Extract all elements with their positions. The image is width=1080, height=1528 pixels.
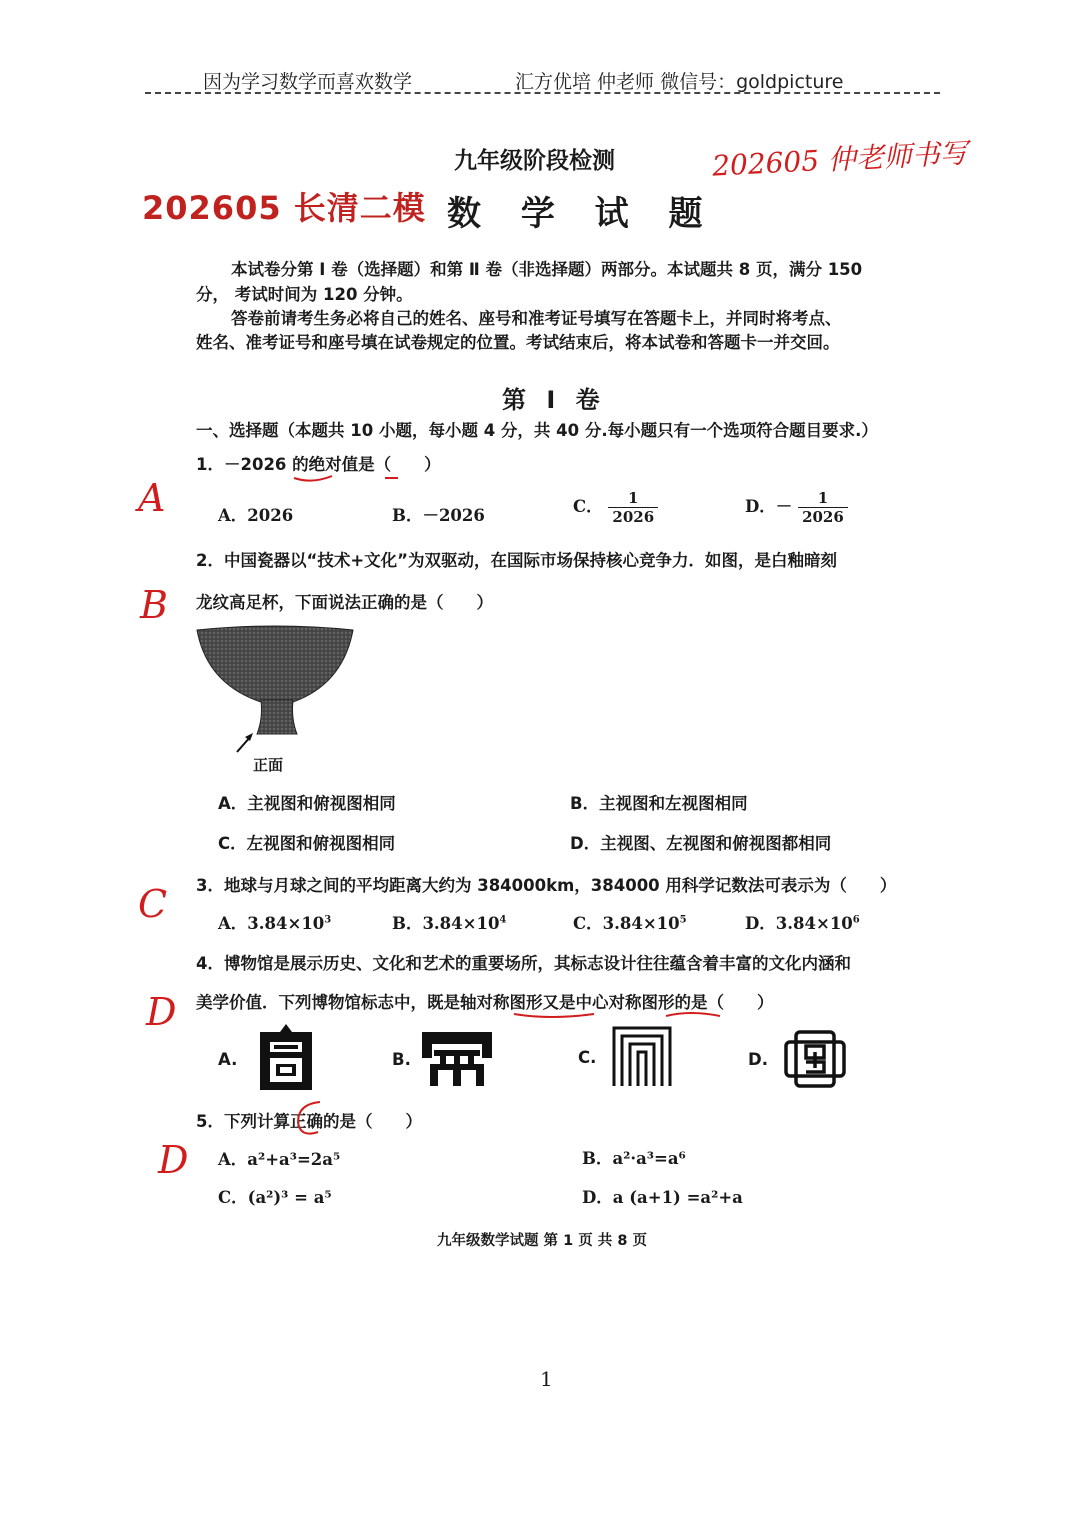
q5-option-a: A．a²+a³=2a⁵ (218, 1150, 341, 1169)
q3-c-base: C．3.84×10 (573, 914, 680, 933)
q4-stem-line-1: 4．博物馆是展示历史、文化和艺术的重要场所，其标志设计往往蕴含着丰富的文化内涵和 (196, 954, 851, 973)
q3-c-exp: 5 (679, 914, 687, 926)
q4-stem-line-2: 美学价值．下列博物馆标志中，既是轴对称图形又是中心对称图形的是（ ） (196, 993, 774, 1012)
q3-d-base: D．3.84×10 (745, 914, 853, 933)
intro-line-3: 答卷前请考生务必将自己的姓名、座号和准考证号填写在答题卡上，并同时将考点、 (231, 309, 842, 328)
q3-option-d (745, 910, 860, 934)
q1-d-numerator: 1 (817, 489, 829, 507)
q1-c-numerator: 1 (628, 489, 639, 507)
q3-option-a (218, 910, 331, 934)
q2-option-c: C．左视图和俯视图相同 (218, 834, 396, 853)
q2-stem-line-1: 2．中国瓷器以“技术+文化”为双驱动，在国际市场保持核心竞争力．如图，是白釉暗刻 (196, 551, 837, 570)
q5-stem: 5．下列计算正确的是（ ） (196, 1112, 422, 1131)
q1-option-d-fraction (798, 489, 848, 526)
q5-hand-answer: D (158, 1138, 189, 1182)
q2-option-b: B．主视图和左视图相同 (570, 794, 748, 813)
museum-logo-a (256, 1022, 316, 1092)
stem-cup-image (193, 624, 358, 754)
q1-option-c-label: C． (573, 497, 603, 516)
q1-hand-answer: A (138, 476, 166, 520)
museum-logo-b (420, 1028, 494, 1088)
q2-stem-line-2: 龙纹高足杯，下面说法正确的是（ ） (196, 593, 493, 612)
q5-option-c: C．(a²)³ = a⁵ (218, 1188, 332, 1207)
q2-option-d: D．主视图、左视图和俯视图都相同 (570, 834, 832, 853)
q4-option-b-label: B. (392, 1050, 411, 1069)
q5-circle-mark (292, 1098, 332, 1142)
q1-option-c-fraction (608, 489, 658, 526)
intro-line-2: 分， 考试时间为 120 分钟。 (196, 285, 413, 304)
exam-main-title: 数 学 试 题 (447, 194, 717, 234)
q4-hand-answer: D (146, 990, 177, 1034)
q3-option-b (392, 910, 506, 934)
q1-underline-marks (290, 470, 420, 486)
q1-option-a: A．2026 (218, 506, 294, 525)
q5-option-d: D．a (a+1) =a²+a (582, 1188, 743, 1207)
page-footer: 九年级数学试题 第 1 页 共 8 页 (437, 1233, 647, 1249)
intro-line-4: 姓名、准考证号和座号填在试卷规定的位置。考试结束后，将本试卷和答题卡一并交回。 (196, 333, 840, 352)
museum-logo-d (782, 1028, 848, 1090)
q1-option-d (745, 489, 848, 526)
header-right: 汇方优培 仲老师 微信号：goldpicture (515, 71, 844, 93)
q4-underline-marks (510, 1008, 730, 1024)
q3-b-exp: 4 (499, 914, 507, 926)
part-heading: 一、选择题（本题共 10 小题，每小题 4 分，共 40 分.每小题只有一个选项符合题目要求.） (196, 421, 878, 440)
page-number: 1 (540, 1367, 553, 1391)
q1-option-d-label: D．－ (745, 497, 793, 516)
handwritten-note: 202605 仲老师书写 (711, 136, 969, 183)
exam-label-red: 202605 长清二模 (142, 189, 426, 227)
q3-hand-answer: C (138, 882, 168, 926)
q3-a-exp: 3 (324, 914, 332, 926)
q1-option-b: B．－2026 (392, 506, 485, 525)
header-divider (145, 92, 940, 94)
q4-option-c-label: C. (578, 1048, 597, 1067)
q2-hand-answer: B (140, 583, 168, 627)
q5-option-b: B．a²·a³=a⁶ (582, 1149, 686, 1168)
museum-logo-c (610, 1024, 674, 1088)
q1-stem: 1．－2026 的绝对值是（ ） (196, 455, 441, 474)
q1-d-denominator: 2026 (798, 507, 848, 526)
q3-b-base: B．3.84×10 (392, 914, 500, 933)
q3-d-exp: 6 (852, 914, 860, 926)
q1-option-c (573, 489, 658, 526)
q3-a-base: A．3.84×10 (218, 914, 325, 933)
exam-subtitle: 九年级阶段检测 (454, 148, 615, 174)
q3-option-c (573, 910, 687, 934)
q4-option-d-label: D. (748, 1050, 768, 1069)
intro-line-1: 本试卷分第 Ⅰ 卷（选择题）和第 Ⅱ 卷（非选择题）两部分。本试题共 8 页，满分 150 (231, 260, 863, 279)
q2-figure-label: 正面 (253, 756, 284, 774)
q2-option-a: A．主视图和俯视图相同 (218, 794, 396, 813)
q4-option-a-label: A. (218, 1050, 238, 1069)
q3-stem: 3．地球与月球之间的平均距离大约为 384000km，384000 用科学记数法可表示为（ ） (196, 876, 897, 895)
header-left: 因为学习数学而喜欢数学 (203, 71, 413, 93)
section-title: 第 Ⅰ 卷 (502, 386, 606, 414)
q1-c-denominator: 2026 (608, 507, 658, 526)
